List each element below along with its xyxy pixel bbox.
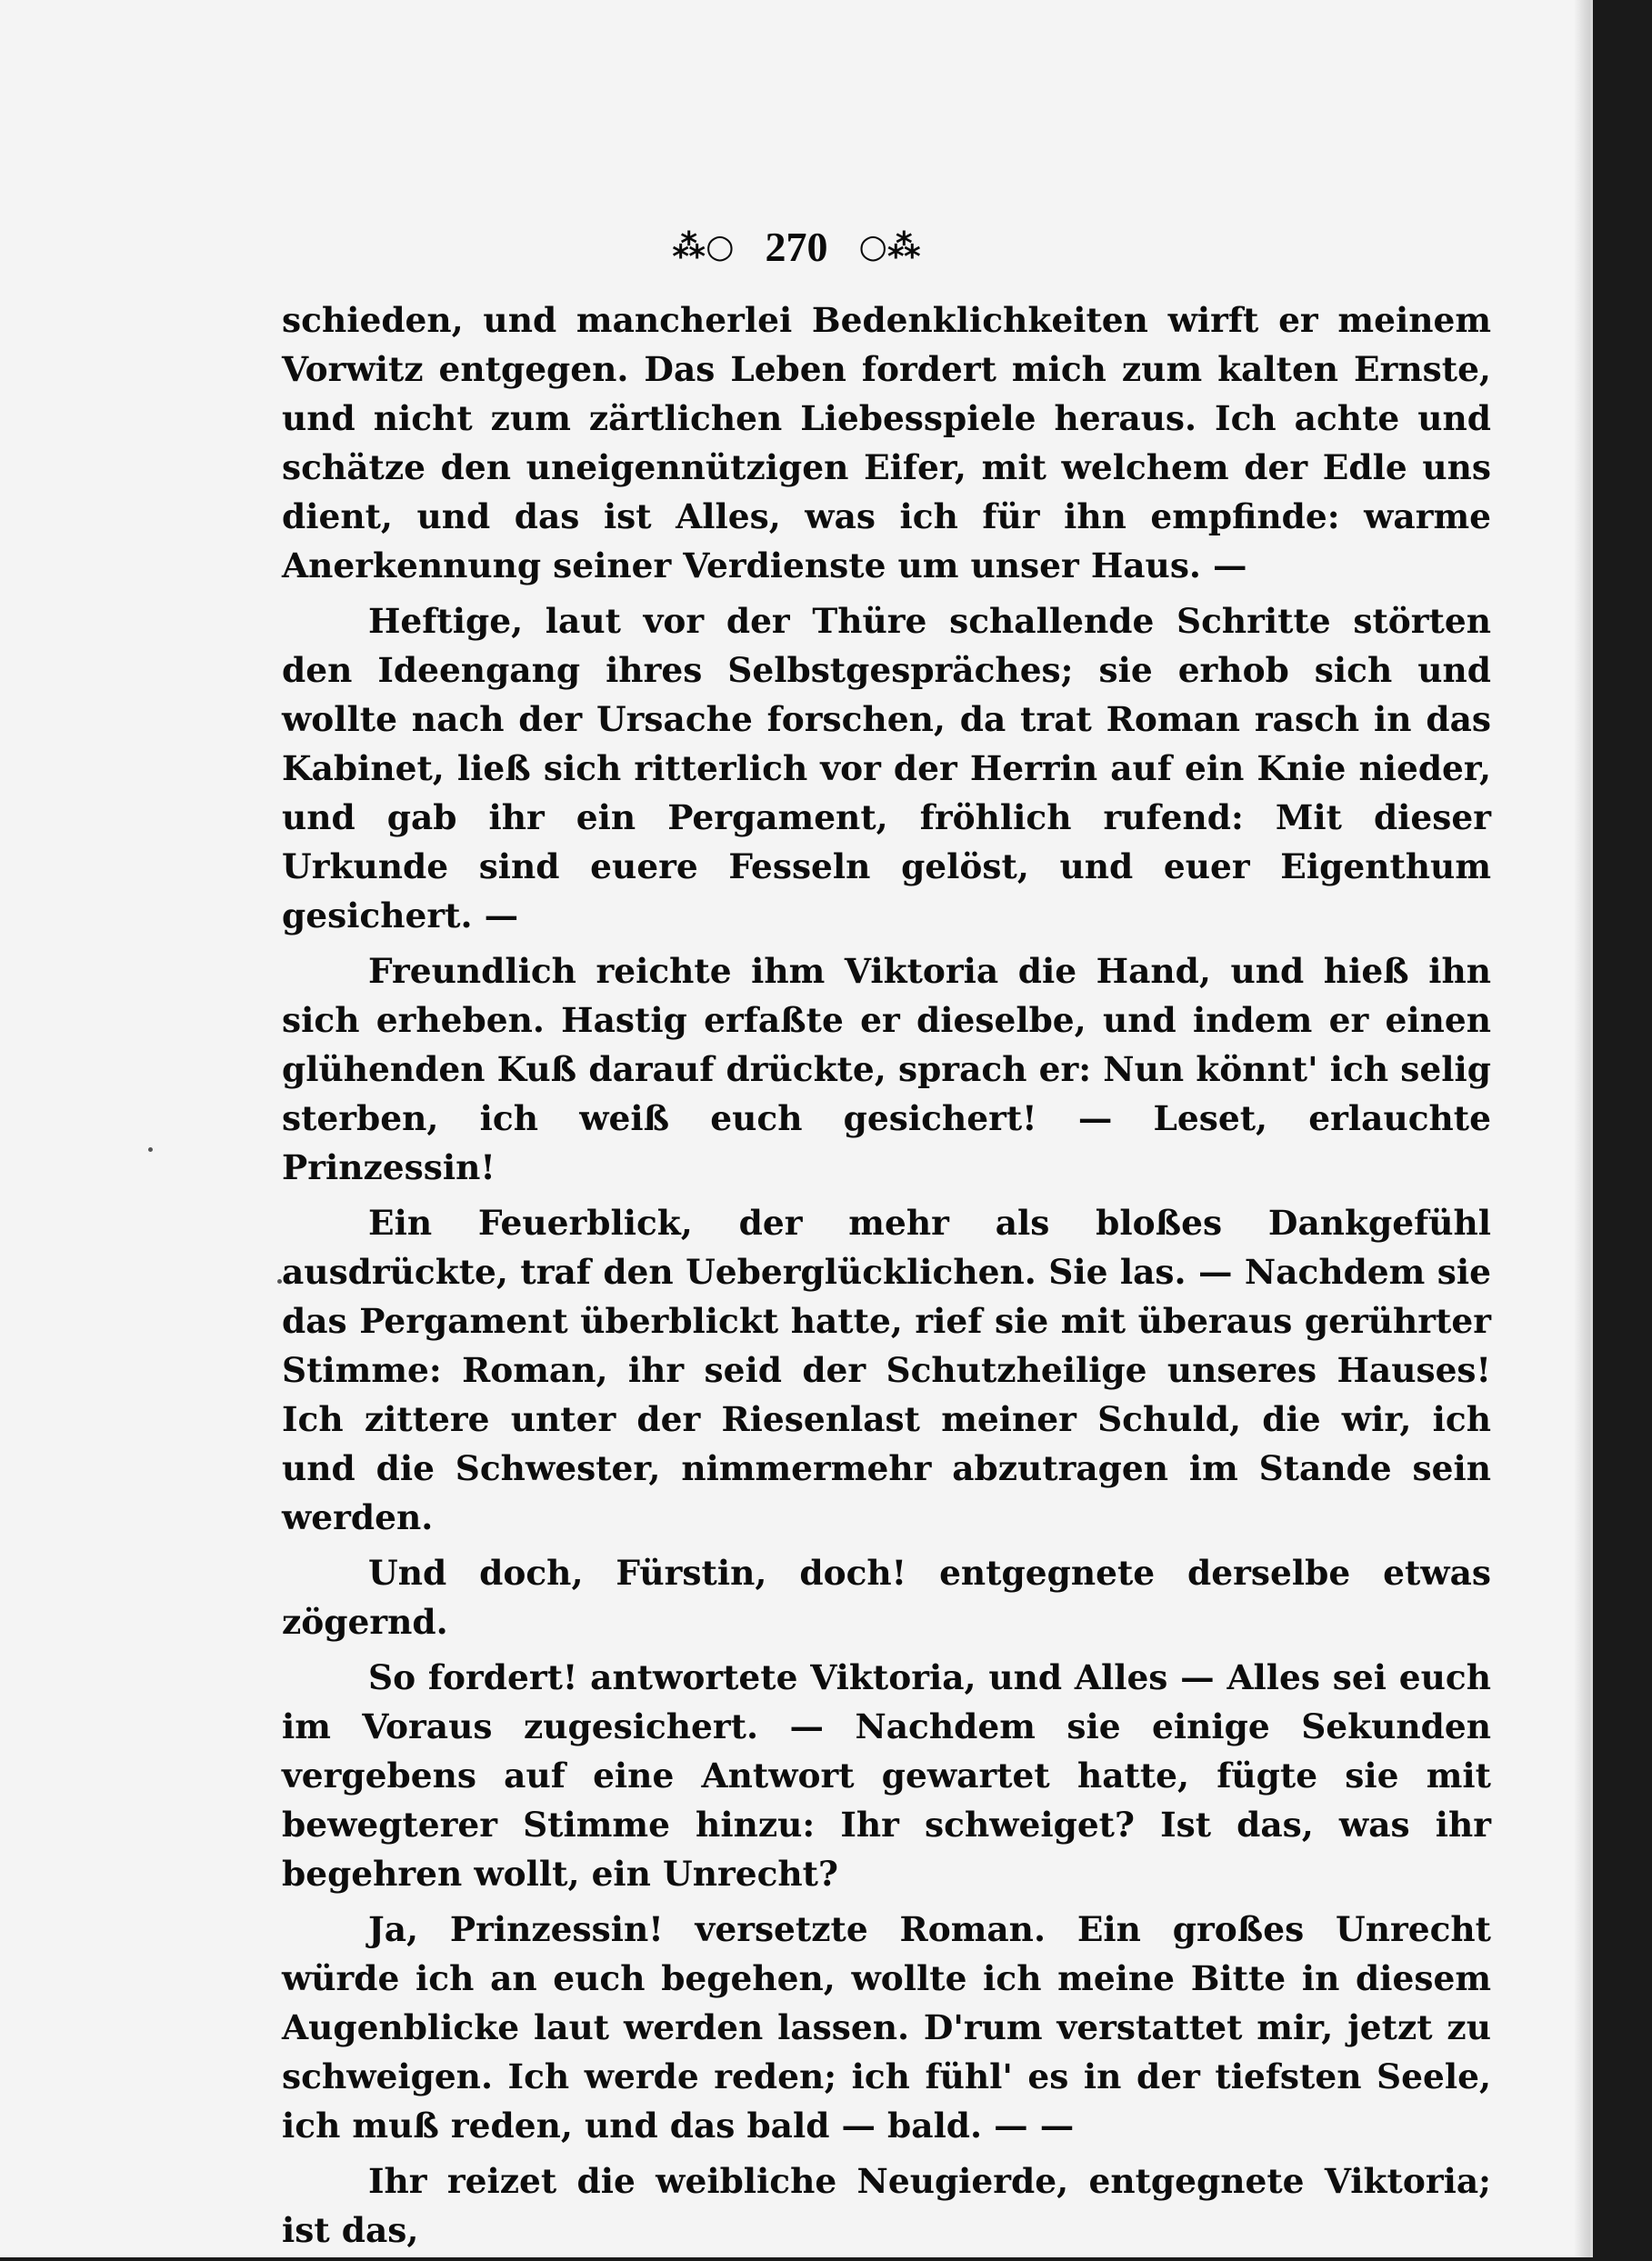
paragraph: Heftige, laut vor der Thüre schallende Schritte störten den Ideengang ihres Selbstgespräches; sie erhob sich und wollte nach der Ursache forschen, da trat Roman rasch in das Kabinet, ließ sich ritterlich vor der Herrin auf ein Knie nieder, und gab ihr ein Pergament, fröhlich rufend: Mit dieser Urkunde sind euere Fesseln gelöst, und euer Eigenthum gesichert. — [282, 601, 1491, 935]
ink-speck [148, 1147, 153, 1152]
paragraph: Und doch, Fürstin, doch! entgegnete derselbe etwas zögernd. [282, 1553, 1491, 1642]
page-number: 270 [765, 223, 828, 270]
paragraph: Ja, Prinzessin! versetzte Roman. Ein großes Unrecht würde ich an euch begehen, wollte ich meine Bitte in diesem Augenblicke laut werden lassen. D'rum verstattet mir, jetzt zu schweigen. Ich werde reden; ich fühl' es in der tiefsten Seele, ich muß reden, und das bald — bald. — — [282, 1909, 1491, 2146]
paragraph: Ihr reizet die weibliche Neugierde, entgegnete Viktoria; ist das, [282, 2161, 1491, 2250]
ornament-right: ○⁂ [858, 227, 921, 265]
ink-speck [277, 1279, 282, 1284]
paragraph: Freundlich reichte ihm Viktoria die Hand, und hieß ihn sich erheben. Hastig erfaßte er dieselbe, und indem er einen glühenden Kuß darauf drückte, sprach er: Nun könnt' ich selig sterben, ich weiß euch gesichert! — Leset, erlauchte Prinzessin! [282, 951, 1491, 1187]
paragraph: schieden, und mancherlei Bedenklichkeiten wirft er meinem Vorwitz entgegen. Das Leben fordert mich zum kalten Ernste, und nicht zum zärtlichen Liebesspiele heraus. Ich achte und schätze den uneigennützigen Eifer, mit welchem der Edle uns dient, und das ist Alles, was ich für ihn empfinde: warme Anerkennung seiner Verdienste um unser Haus. — [282, 300, 1491, 585]
body-text [282, 295, 1491, 2261]
page-edge-shadow [1574, 0, 1590, 2257]
page-header [0, 215, 1593, 278]
paragraph: Ein Feuerblick, der mehr als bloßes Dankgefühl ausdrückte, traf den Ueberglücklichen. Sie las. — Nachdem sie das Pergament überblickt hatte, rief sie mit überaus gerührter Stimme: Roman, ihr seid der Schutzheilige unseres Hauses! Ich zittere unter der Riesenlast meiner Schuld, die wir, ich und die Schwester, nimmermehr abzutragen im Stande sein werden. [282, 1203, 1491, 1537]
ornament-left: ⁂○ [672, 227, 735, 265]
paragraph: So fordert! antwortete Viktoria, und Alles — Alles sei euch im Voraus zugesichert. — Nachdem sie einige Sekunden vergebens auf eine Antwort gewartet hatte, fügte sie mit bewegterer Stimme hinzu: Ihr schweiget? Ist das, was ihr begehren wollt, ein Unrecht? [282, 1657, 1491, 1894]
